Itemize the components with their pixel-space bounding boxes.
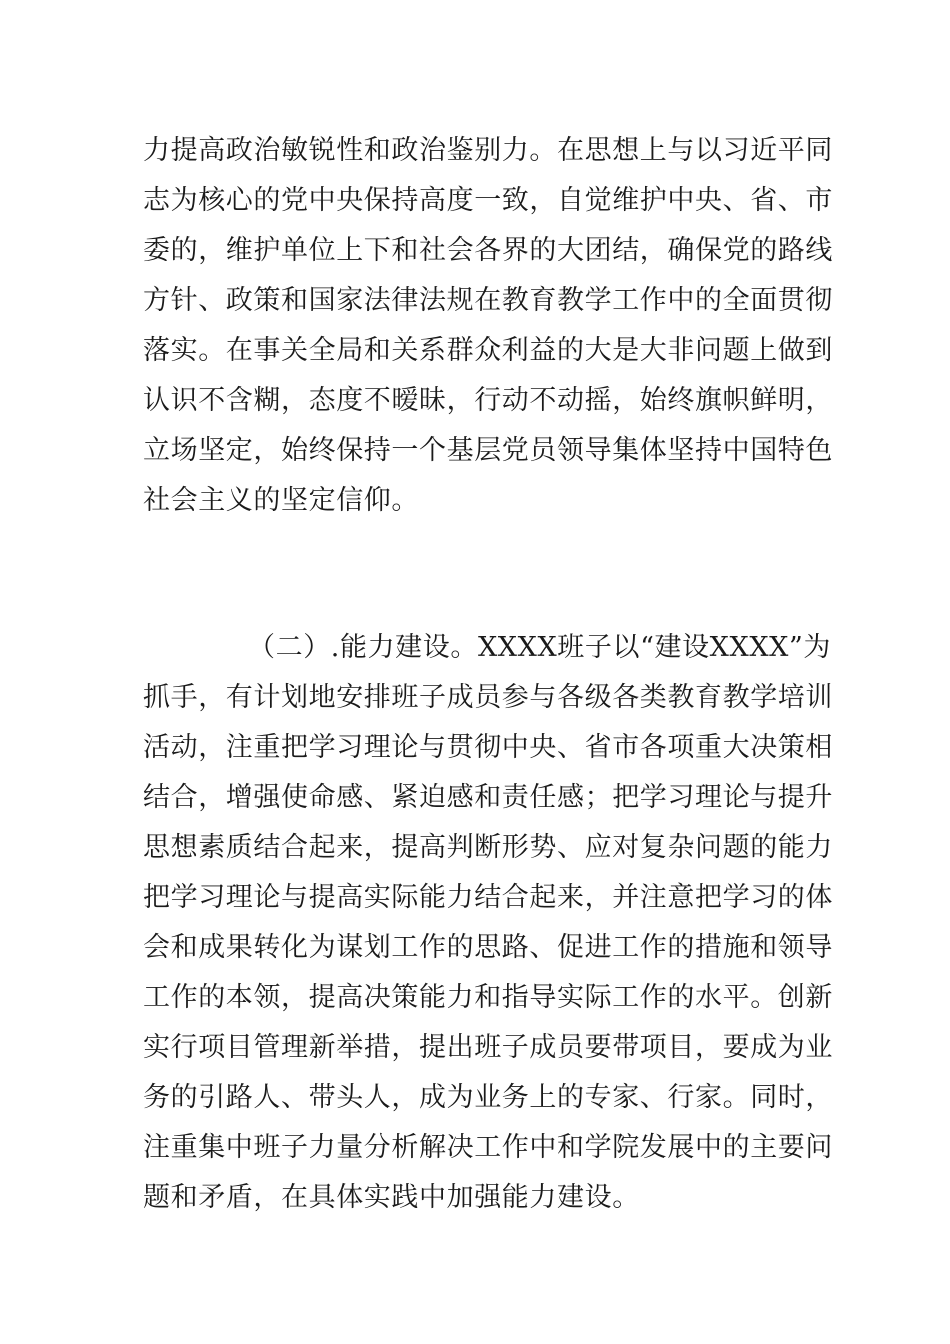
paragraph-2-line: 思想素质结合起来，提高判断形势、应对复杂问题的能力: [143, 832, 833, 863]
paragraph-2-line: 抓手，有计划地安排班子成员参与各级各类教育教学培训: [143, 682, 833, 713]
paragraph-2-line: 活动，注重把学习理论与贯彻中央、省市各项重大决策相: [143, 732, 833, 763]
paragraph-2-line: 会和成果转化为谋划工作的思路、促进工作的措施和领导: [143, 932, 833, 963]
paragraph-2-line: 注重集中班子力量分析解决工作中和学院发展中的主要问: [143, 1132, 833, 1163]
paragraph-2-line: 实行项目管理新举措，提出班子成员要带项目，要成为业: [143, 1032, 833, 1063]
paragraph-1-line: 立场坚定，始终保持一个基层党员领导集体坚持中国特色: [143, 435, 833, 466]
paragraph-1-line: 委的，维护单位上下和社会各界的大团结，确保党的路线: [143, 235, 833, 266]
paragraph-2-line: 工作的本领，提高决策能力和指导实际工作的水平。创新: [143, 982, 833, 1013]
paragraph-2-line: 把学习理论与提高实际能力结合起来，并注意把学习的体: [143, 882, 833, 913]
paragraph-1-line: 方针、政策和国家法律法规在教育教学工作中的全面贯彻: [143, 285, 833, 316]
paragraph-2-line: 务的引路人、带头人，成为业务上的专家、行家。同时，: [143, 1082, 833, 1113]
paragraph-2-line: 结合，增强使命感、紧迫感和责任感；把学习理论与提升: [143, 782, 833, 813]
paragraph-1-line: 认识不含糊，态度不暧昧，行动不动摇，始终旗帜鲜明，: [143, 385, 833, 416]
paragraph-1-line: 志为核心的党中央保持高度一致，自觉维护中央、省、市: [143, 185, 833, 216]
paragraph-1-line: 落实。在事关全局和关系群众利益的大是大非问题上做到: [143, 335, 833, 366]
paragraph-2-heading-line: （二）.能力建设。XXXX班子以“建设XXXX”为: [248, 632, 831, 663]
paragraph-2-line: 题和矛盾，在具体实践中加强能力建设。: [143, 1182, 640, 1213]
paragraph-1-line: 力提高政治敏锐性和政治鉴别力。在思想上与以习近平同: [143, 135, 833, 166]
paragraph-1-line: 社会主义的坚定信仰。: [143, 485, 419, 516]
